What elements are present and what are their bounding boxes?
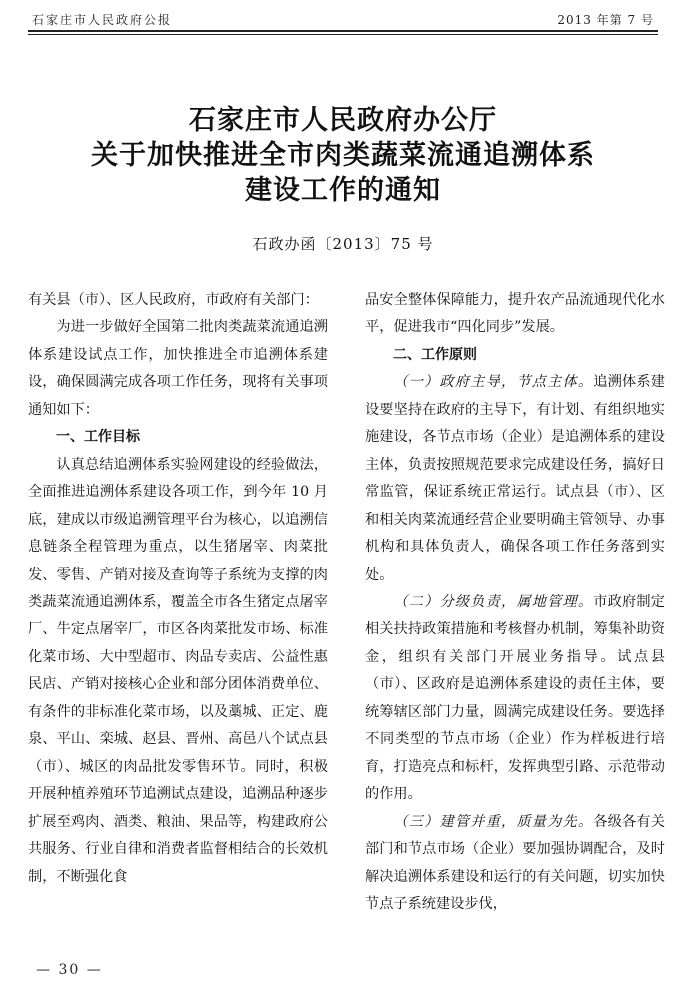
goals-paragraph: 认真总结追溯体系实验网建设的经验做法，全面推进追溯体系建设各项工作，到今年 10 月底，建成以市级追溯管理平台为核心，以追溯信息链条全程管理为重点，以生猪屠宰、肉菜批发、零售、产销对接及查询等子系统为支撑的肉类蔬菜流通追溯体系，覆盖全市各生猪定点屠宰厂、牛定点屠宰厂，市区各肉菜批发市场、标准化菜市场、大中型超市、肉品专卖店、公益性惠民店、产销对接核心企业和部分团体消费单位、有条件的非标准化菜市场，以及藁城、正定、鹿泉、平山、栾城、赵县、晋州、高邑八个试点县（市）、城区的肉品批发零售环节。同时，积极开展种植养殖环节追溯试点建设，追溯品种逐步扩展至鸡肉、酒类、粮油、果品等，构建政府公共服务、行业自律和消费者监督相结合的长效机制，不断强化食 [28,456,328,885]
principle-3-paragraph [365,809,665,919]
page-number: — 30 — [36,962,103,978]
section-heading-2: 二、工作原则 [393,346,477,363]
issue-number: 2013 年第 7 号 [557,13,654,27]
principle-2-paragraph [365,589,665,809]
title-line-1: 石家庄市人民政府办公厅 [189,105,497,136]
intro-paragraph: 为进一步做好全国第二批肉类蔬菜流通追溯体系建设试点工作，加快推进全市追溯体系建设，确保圆满完成各项工作任务，现将有关事项通知如下： [28,319,328,418]
title-line-2: 关于加快推进全市肉类蔬菜流通追溯体系 [91,140,595,171]
principle-3-text: 各级各有关部门和节点市场（企业）要加强协调配合，及时解决追溯体系建设和运行的有关问题，切实加快节点子系统建设步伐， [365,813,665,912]
goals-paragraph-continued: 品安全整体保障能力，提升农产品流通现代化水平，促进我市“四化同步”发展。 [365,292,665,336]
header-rule-thick [28,30,658,32]
document-title [0,103,686,208]
principle-1-text: 追溯体系建设要坚持在政府的主导下，有计划、有组织地实施建设，各节点市场（企业）是追溯体系的建设主体，负责按照规范要求完成建设任务，搞好日常监管，保证系统正常运行。试点县（市）、区和相关肉菜流通经营企业要明确主管领导、办事机构和具体负责人，确保各项工作任务落到实处。 [365,374,665,583]
publication-name: 石家庄市人民政府公报 [32,13,173,27]
title-line-3: 建设工作的通知 [245,175,441,206]
running-header [28,8,658,30]
header-rule-thin [28,34,658,35]
left-column [28,287,328,891]
right-column [365,287,665,918]
principle-2-text: 市政府制定相关扶持政策措施和考核督办机制，筹集补助资金，组织有关部门开展业务指导。试点县（市）、区政府是追溯体系建设的责任主体，要统筹辖区部门力量，圆满完成建设任务。要选择不同类型的节点市场（企业）作为样板进行培育，打造亮点和标杆，发挥典型引路、示范带动的作用。 [365,593,665,803]
principle-1-paragraph [365,369,665,589]
section-heading-1: 一、工作目标 [56,429,140,446]
principle-1-title: （一）政府主导，节点主体。 [393,374,594,391]
principle-3-title: （三）建管并重，质量为先。 [393,813,594,830]
addressee: 有关县（市）、区人民政府，市政府有关部门： [28,292,319,308]
document-number: 石政办函〔2013〕75 号 [252,235,434,253]
principle-2-title: （二）分级负责，属地管理。 [393,593,594,610]
